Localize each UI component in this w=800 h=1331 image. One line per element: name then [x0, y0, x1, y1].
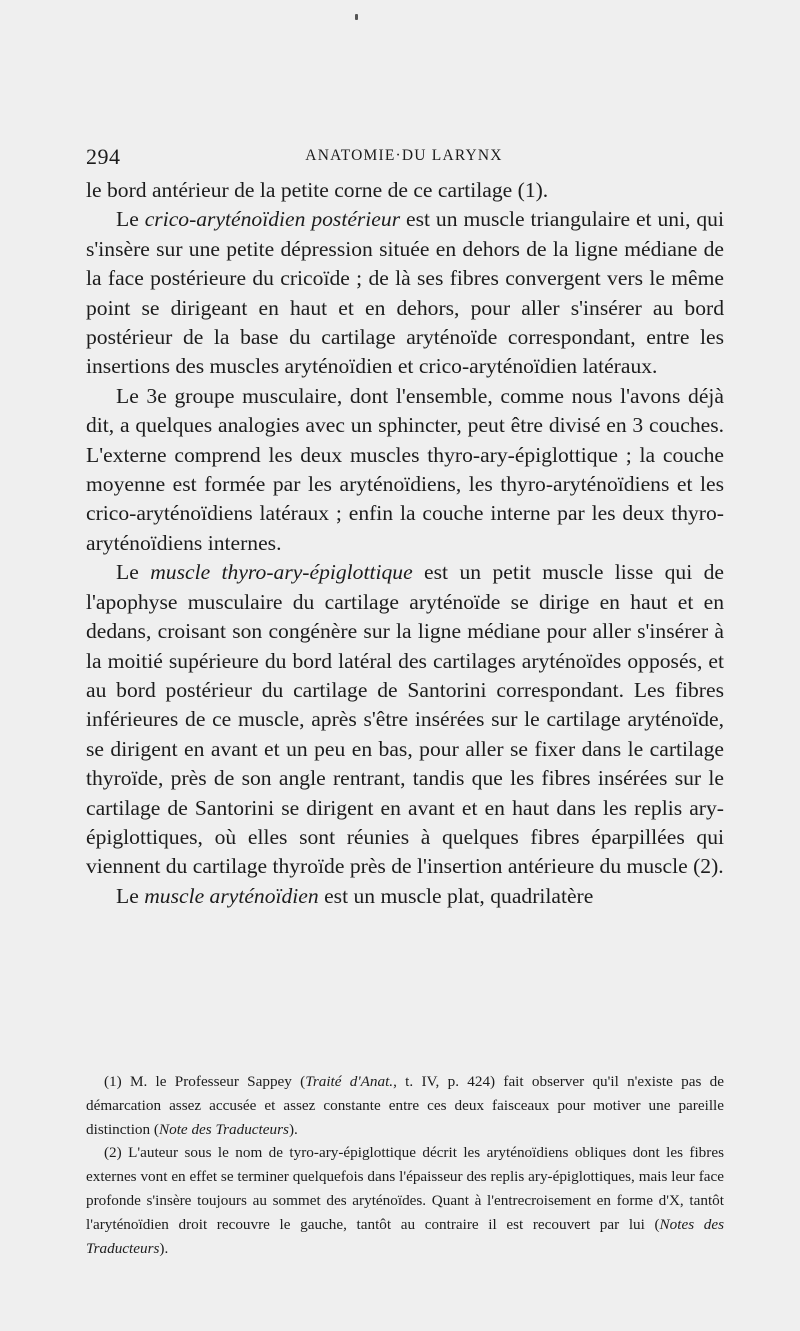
footnote-2: (2) L'auteur sous le nom de tyro-ary-épiglottique décrit les aryténoïdiens obliques dont les fibres externes vont en effet se terminer quelquefois dans l'épaisseur des replis ary-épiglottiques, mais leur face profonde s'insère toujours au sommet des aryténoïdes. Quant à l'entrecroisement en forme d'X, tantôt l'aryténoïdien droit recouvre le gauche, tantôt au contraire il est recouvert par lui (Notes des Traducteurs).	[86, 1144, 724, 1257]
paragraph-continuation: le bord antérieur de la petite corne de ce cartilage (1).	[86, 178, 549, 202]
term-crico-arytenoidien: crico-aryténoïdien postérieur	[144, 207, 401, 232]
paragraph-crico-arytenoidien: Le crico-aryténoïdien postérieur est un muscle triangulaire et uni, qui s'insère sur une petite dépression située en dehors de la ligne médiane de la face postérieure du cricoïde ; de là ses fibres convergent vers le même point se dirigeant en haut et en dehors, pour aller s'insérer au bord postérieur de la base du cartilage aryténoïde correspondant, entre les insertions des muscles aryténoïdien et crico-aryténoïdien latéraux.	[86, 207, 724, 379]
term-thyro-ary-epiglottique: muscle thyro-ary-épiglottique	[150, 560, 413, 585]
running-title: ANATOMIE·DU LARYNX	[305, 147, 503, 164]
footnotes	[86, 1070, 724, 1260]
page-number: 294	[86, 144, 121, 169]
ink-speck	[355, 14, 358, 20]
body-text	[86, 176, 724, 911]
footnote-1: (1) M. le Professeur Sappey (Traité d'Anat., t. IV, p. 424) fait observer qu'il n'existe pas de démarcation assez accusée et assez constante entre ces deux faisceaux pour motiver une pareille distinction (Note des Traducteurs).	[86, 1073, 724, 1138]
page-header	[86, 144, 722, 174]
paragraph-third-group: Le 3e groupe musculaire, dont l'ensemble, comme nous l'avons déjà dit, a quelques analogies avec un sphincter, peut être divisé en 3 couches. L'externe comprend les deux muscles thyro-ary-épiglottique ; la couche moyenne est formée par les aryténoïdiens, les thyro-aryténoïdiens et les crico-aryténoïdiens latéraux ; enfin la couche interne par les deux thyro-aryténoïdiens internes.	[86, 383, 724, 555]
paragraph-thyro-ary-epiglottique: Le muscle thyro-ary-épiglottique est un petit muscle lisse qui de l'apophyse musculaire du cartilage aryténoïde se dirige en haut et en dedans, croisant son congénère sur la ligne médiane pour aller s'insérer à la moitié supérieure du bord latéral des cartilages aryténoïdes opposés, et au bord postérieur du cartilage de Santorini correspondant. Les fibres inférieures de ce muscle, après s'être insérées sur le cartilage aryténoïde, se dirigent en avant et un peu en bas, pour aller se fixer dans le cartilage thyroïde, près de son angle rentrant, tandis que les fibres insérées sur le cartilage de Santorini se dirigent en avant et en haut dans les replis ary-épiglottiques, où elles sont réunies à quelques fibres éparpillées qui viennent du cartilage thyroïde près de l'insertion antérieure du muscle (2).	[86, 560, 724, 879]
paragraph-arytenoidien: Le muscle aryténoïdien est un muscle plat, quadrilatère	[116, 883, 594, 908]
term-arytenoidien: muscle aryténoïdien	[144, 883, 319, 908]
